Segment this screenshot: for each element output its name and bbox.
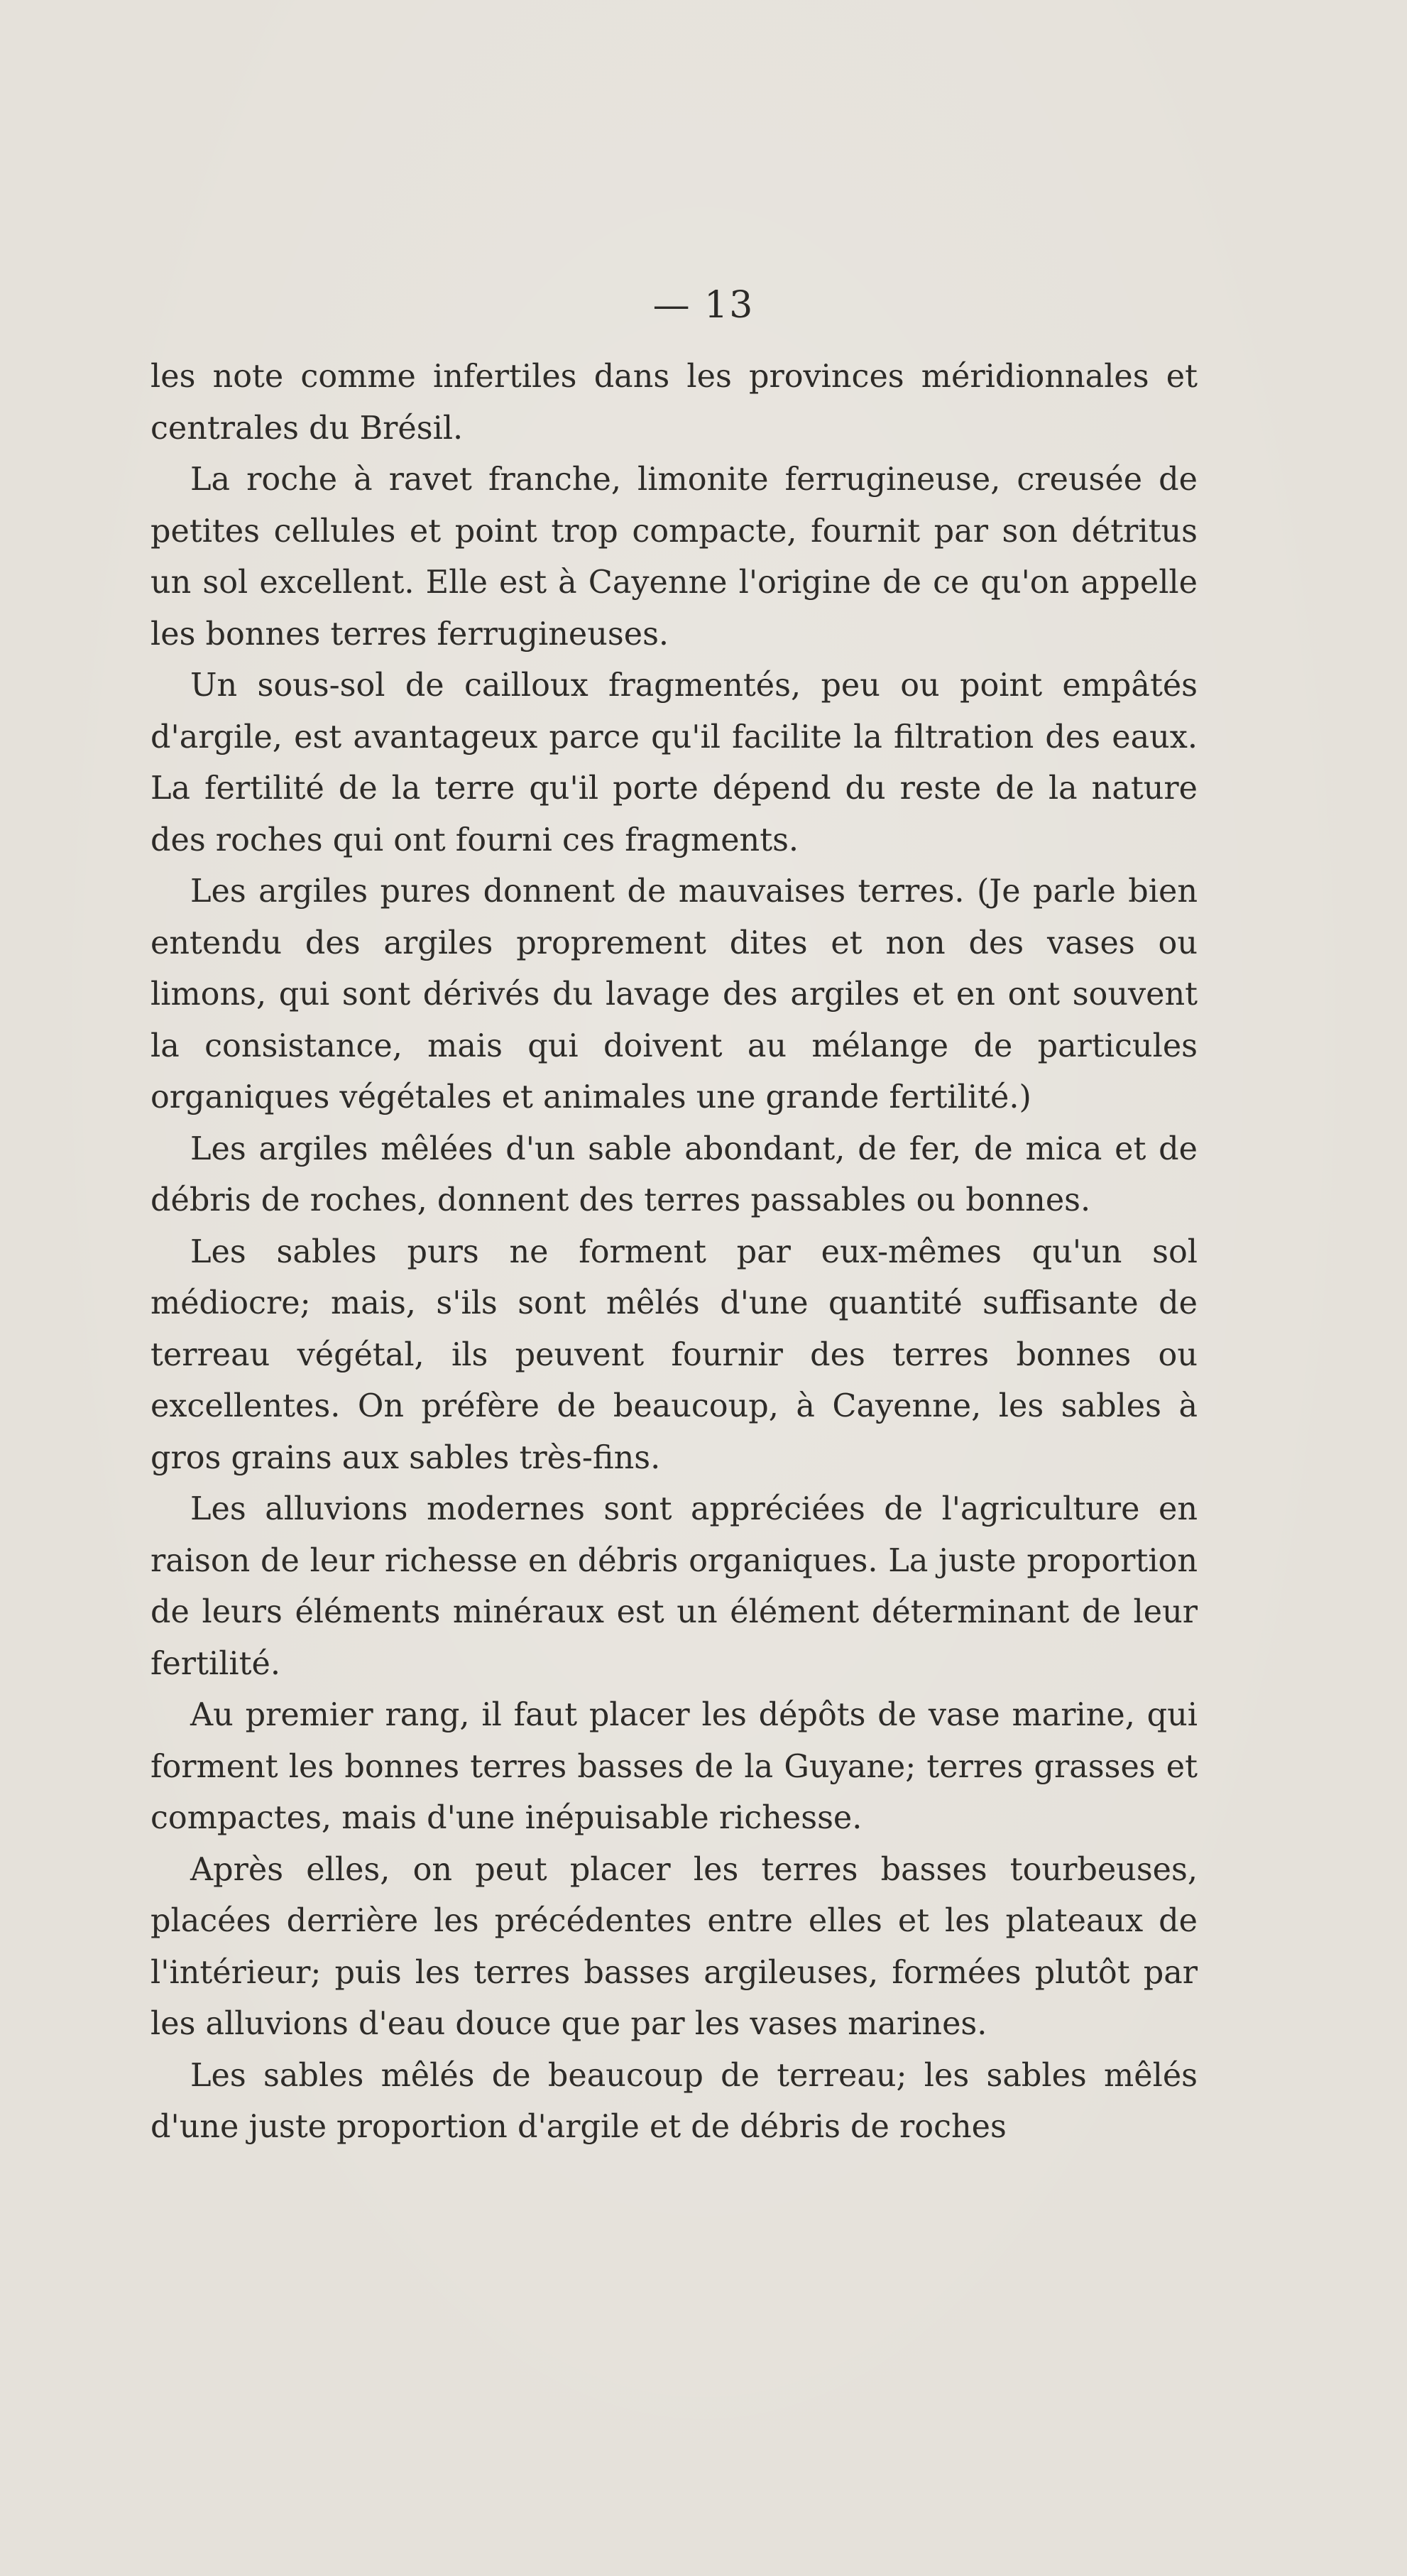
- paragraph: Les argiles pures donnent de mauvaises terres. (Je parle bien entendu des argiles proprement dites et non des vases ou limons, qui sont dérivés du lavage des argiles et en ont souvent la consistance, mais qui doivent au mélange de particules organiques végétales et animales une grande fertilité.): [150, 873, 1198, 1115]
- body-text: [150, 351, 1198, 2154]
- paragraph: Les sables mêlés de beaucoup de terreau; les sables mêlés d'une juste proportion d'argile et de débris de roches: [150, 2057, 1198, 2145]
- paragraph: Les argiles mêlées d'un sable abondant, de fer, de mica et de débris de roches, donnent des terres passables ou bonnes.: [150, 1130, 1198, 1218]
- paragraph: Les alluvions modernes sont appréciées de l'agriculture en raison de leur richesse en débris organiques. La juste proportion de leurs éléments minéraux est un élément déterminant de leur fertilité.: [150, 1491, 1198, 1682]
- paragraph: Au premier rang, il faut placer les dépôts de vase marine, qui forment les bonnes terres basses de la Guyane; terres grasses et compactes, mais d'une inépuisable richesse.: [150, 1697, 1198, 1836]
- page-number: — 13: [652, 284, 755, 327]
- paragraph: Les sables purs ne forment par eux-mêmes qu'un sol médiocre; mais, s'ils sont mêlés d'une quantité suffisante de terreau végétal, ils peuvent fournir des terres bonnes ou excellentes. On préfère de beaucoup, à Cayenne, les sables à gros grains aux sables très-fins.: [150, 1233, 1198, 1476]
- paragraph: La roche à ravet franche, limonite ferrugineuse, creusée de petites cellules et point trop compacte, fournit par son détritus un sol excellent. Elle est à Cayenne l'origine de ce qu'on appelle les bonnes terres ferrugineuses.: [150, 462, 1198, 653]
- paragraph: Un sous-sol de cailloux fragmentés, peu ou point empâtés d'argile, est avantageux parce qu'il facilite la filtration des eaux. La fertilité de la terre qu'il porte dépend du reste de la nature des roches qui ont fourni ces fragments.: [150, 667, 1198, 858]
- paragraph-continuation: les note comme infertiles dans les provinces méridionnales et centrales du Brésil.: [150, 359, 1198, 447]
- paragraph: Après elles, on peut placer les terres basses tourbeuses, placées derrière les précédentes entre elles et les plateaux de l'intérieur; puis les terres basses argileuses, formées plutôt par les alluvions d'eau douce que par les vases marines.: [150, 1851, 1198, 2042]
